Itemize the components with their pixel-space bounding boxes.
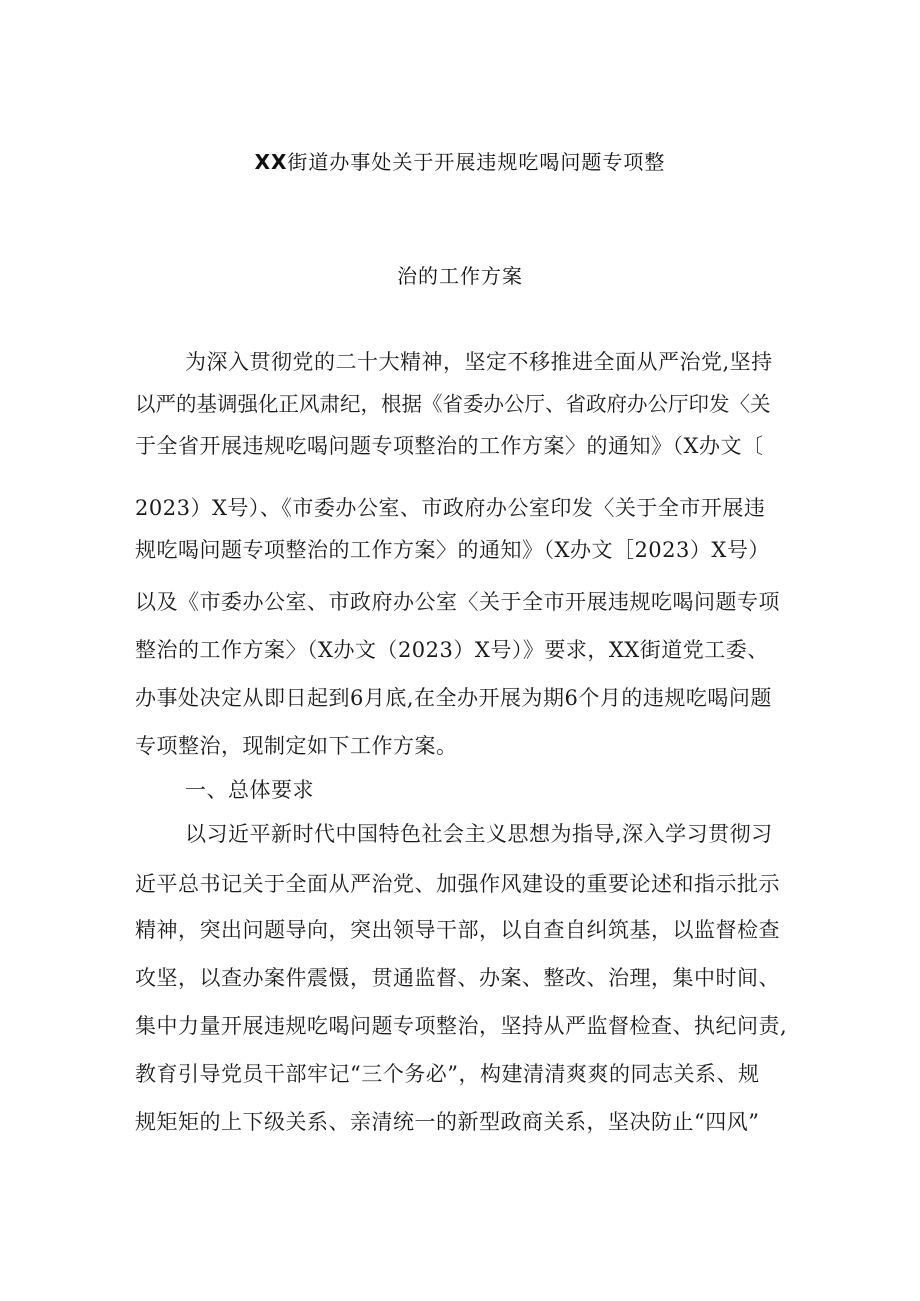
paragraph-line: 规吃喝问题专项整治的工作方案〉的通知》（X办文［2023）X号） [135, 538, 770, 562]
paragraph-line: 专项整治，现制定如下工作方案。 [135, 734, 458, 758]
paragraph-line: 2023）X号）、《市委办公室、市政府办公室印发〈关于全市开展违 [135, 496, 766, 520]
paragraph-line: 以习近平新时代中国特色社会主义思想为指导,深入学习贯彻习 [185, 822, 773, 846]
paragraph-line: 规矩矩的上下级关系、亲清统一的新型政商关系，坚决防止“四风” [135, 1110, 760, 1134]
paragraph-line: 为深入贯彻党的二十大精神，坚定不移推进全面从严治党,坚持 [185, 350, 773, 374]
paragraph-line: 近平总书记关于全面从严治党、加强作风建设的重要论述和指示批示 [135, 872, 780, 896]
paragraph-line: 精神，突出问题导向，突出领导干部，以自查自纠筑基，以监督检查 [135, 918, 780, 942]
document-title-line2: 治的工作方案 [397, 264, 523, 288]
paragraph-line: 教育引导党员干部牢记“三个务必”，构建清清爽爽的同志关系、规 [135, 1062, 760, 1086]
section-heading: 一、总体要求 [185, 778, 314, 802]
paragraph-line: 以及《市委办公室、市政府办公室〈关于全市开展违规吃喝问题专项 [135, 590, 780, 614]
title-prefix: XX [254, 150, 288, 174]
document-title-line1 [0, 146, 920, 175]
paragraph-line: 办事处决定从即日起到6月底,在全办开展为期6个月的违规吃喝问题 [135, 686, 772, 710]
title-line1-text: 街道办事处关于开展违规吃喝问题专项整 [287, 150, 666, 174]
paragraph-line: 整治的工作方案〉（X办文（2023）X号）》要求，XX街道党工委、 [135, 638, 769, 662]
paragraph-line: 以严的基调强化正风肃纪，根据《省委办公厅、省政府办公厅印发〈关 [135, 392, 771, 416]
paragraph-line: 攻坚，以查办案件震慑，贯通监督、办案、整改、治理，集中时间、 [135, 966, 780, 990]
paragraph-line: 于全省开展违规吃喝问题专项整治的工作方案〉的通知》（X办文〔 [135, 434, 764, 458]
paragraph-line: 集中力量开展违规吃喝问题专项整治，坚持从严监督检查、执纪问责, [135, 1014, 788, 1038]
